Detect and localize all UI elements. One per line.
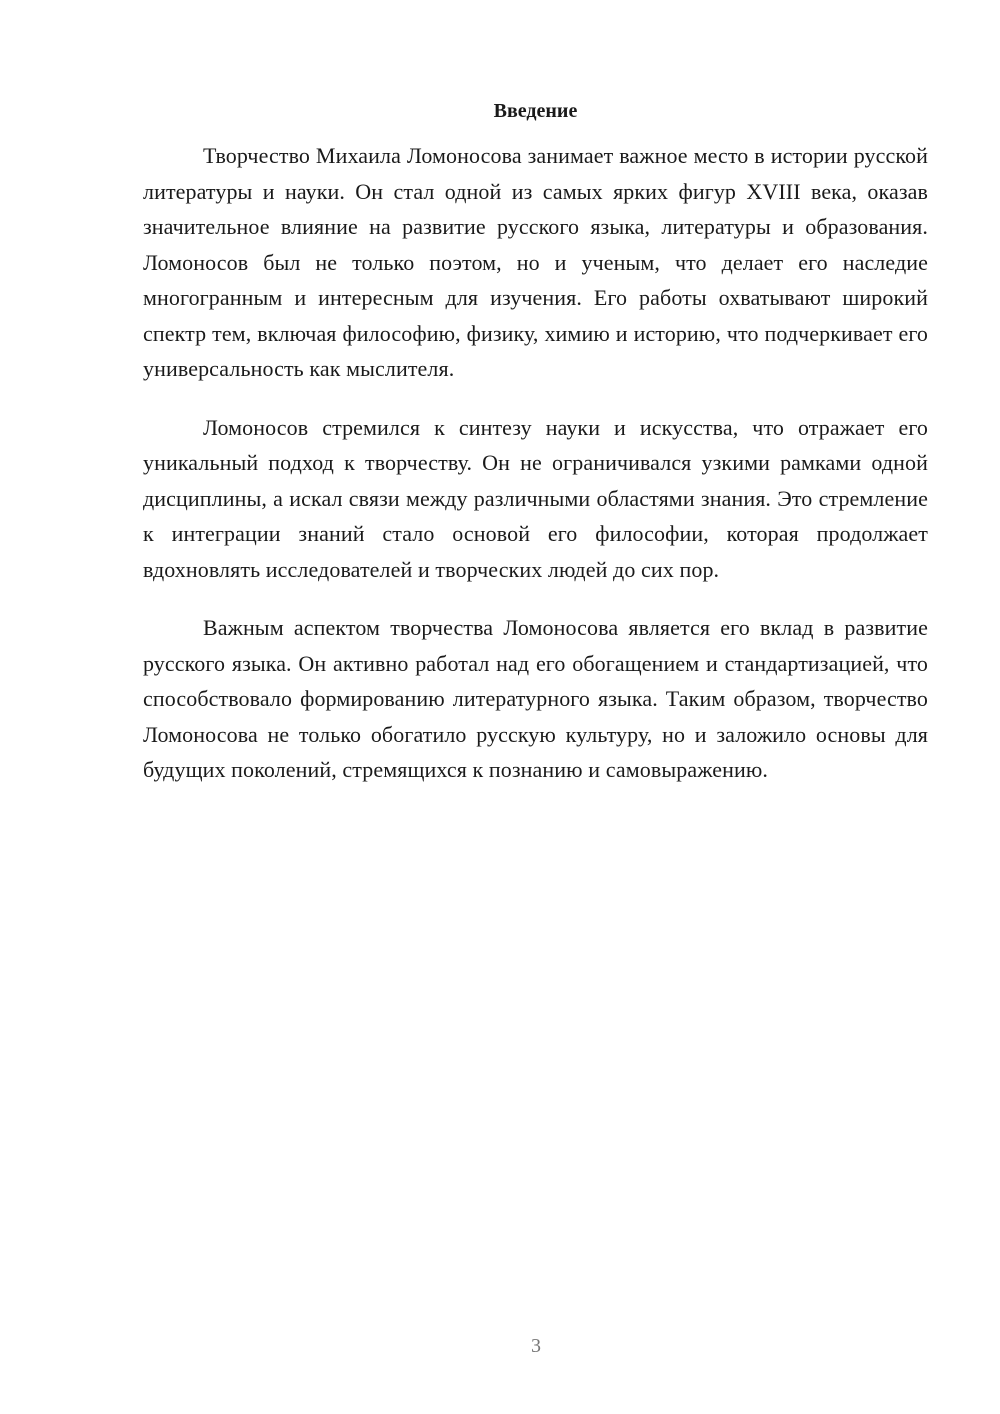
paragraph-1: Творчество Михаила Ломоносова занимает важное место в истории русской литературы и науки. Он стал одной из самых ярких фигур XVIII века, оказав значительное влияние на развитие русского языка, литературы и образования. Ломоносов был не только поэтом, но и ученым, что делает его наследие многогранным и интересным для изучения. Его работы охватывают широкий спектр тем, включая философию, физику, химию и историю, что подчеркивает его универсальность как мыслителя. bbox=[143, 143, 928, 381]
paragraph-3: Важным аспектом творчества Ломоносова является его вклад в развитие русского языка. Он активно работал над его обогащением и стандартизацией, что способствовало формированию литературного языка. Таким образом, творчество Ломоносова не только обогатило русскую культуру, но и заложило основы для будущих поколений, стремящихся к познанию и самовыражению. bbox=[143, 615, 928, 782]
section-title: Введение bbox=[493, 100, 578, 122]
paragraph-2: Ломоносов стремился к синтезу науки и искусства, что отражает его уникальный подход к творчеству. Он не ограничивался узкими рамками одной дисциплины, а искал связи между различными областями знания. Это стремление к интеграции знаний стало основой его философии, которая продолжает вдохновлять исследователей и творческих людей до сих пор. bbox=[143, 414, 928, 582]
page-content bbox=[143, 96, 928, 811]
page-number: 3 bbox=[531, 1335, 541, 1357]
